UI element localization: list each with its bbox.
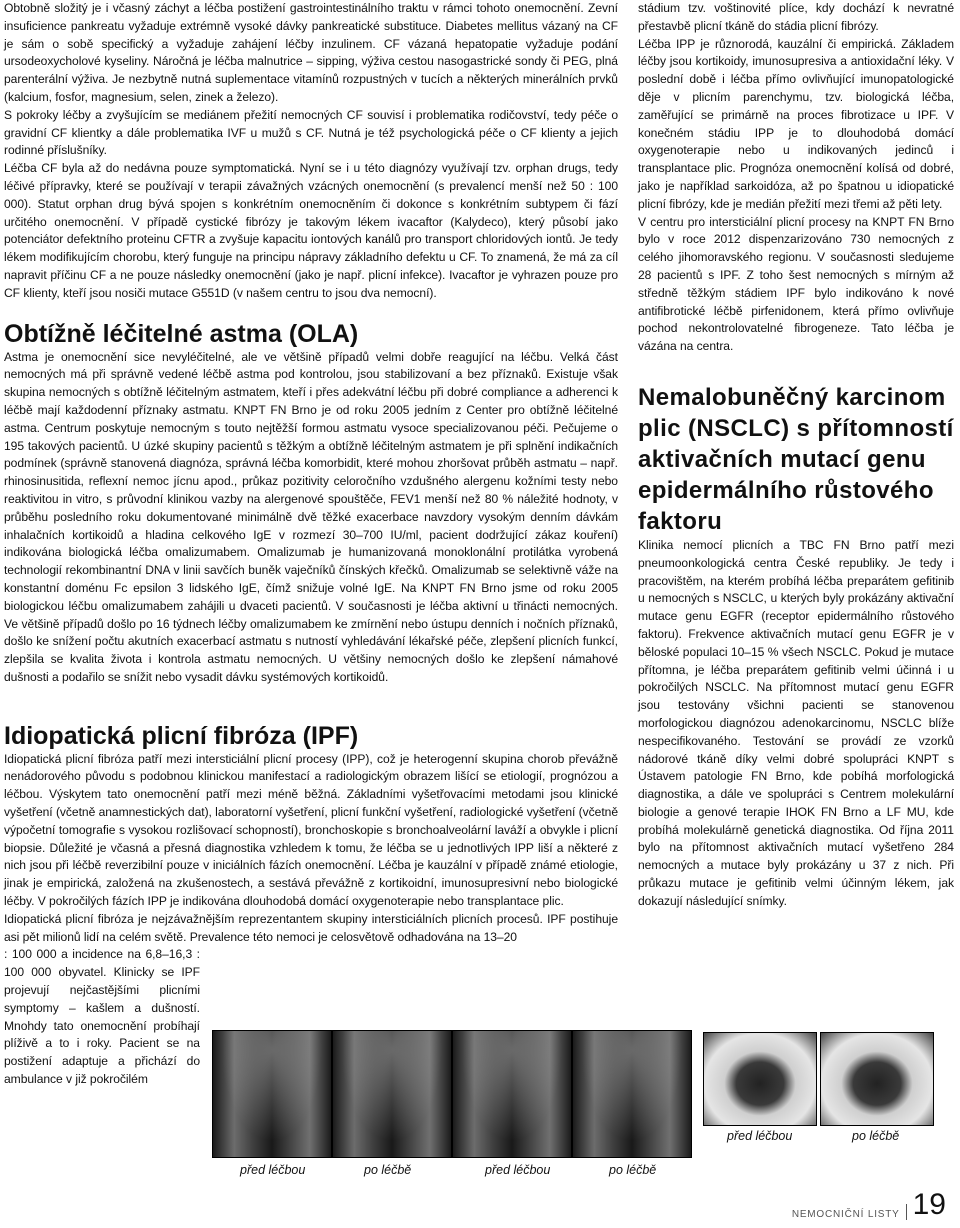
paragraph-cf-treatment: Léčba CF byla až do nedávna pouze symptomatická. Nyní se i u této diagnózy využívají tzv. orphan drugs, tedy léčivé přípravky, které se používají v terapii závažných vzácných onemocnění (s prevalencí menší než 50 : 100 000). Statut orphan drug bývá spojen s konkrétním onemocněním či dokonce s konkrétním subtypem či fází určitého onemocnění. V případě cystické fibrózy je takovým lékem ivacaftor (Kalydeco), který působí jako potenciátor defektního proteinu CFTR a zvyšuje kapacitu iontových kanálů pro transport chloridových iontů. Je tedy lékem modifikujícím chorobu, který funguje na principu nápravy základního defektu u CF. To znamená, že má za cíl napravit příčinu CF a ne pouze následky onemocnění (jako je např. plicní infekce). Ivacaftor je vyhrazen pouze pro CF klienty, kteří jsou nosiči mutace G551D (v našem centru to jsou dva nemocní). [4,161,618,300]
paragraph-ipp-treatment: Léčba IPP je různorodá, kauzální či empirická. Základem léčby jsou kortikoidy, imunosupresiva a antioxidační léky. V poslední době i léčba přímo ovlivňující imunopatologické děje v plicním parenchymu, tzv. biologická léčba, zaměřující se primárně na proces fibrotizace u IPF. V konečném stádiu IPP je to dlouhodobá domácí oxygenoterapie nebo u indikovaných jedinců i transplantace plic. Prognóza onemocnění kolísá od dobré, jako je například sarkoidóza, až po špatnou u idiopatické plicní fibrózy, kde je medián přežití mezi třemi až pěti lety. [638,36,954,211]
journal-name: NEMOCNIČNÍ LISTY [791,1209,900,1220]
xray1-after-caption: po léčbě [364,1163,412,1177]
paragraph-cf-parenthood: S pokroky léčby a zvyšujícím se mediánem přežití nemocných CF souvisí i problematika rodičovství, tedy péče o gravidní CF klientky a dále problematika IVF u mužů s CF. Nutná je též psychologická péče o CF klienty a jejich rodinné příslušníky. [4,107,618,158]
left-column [4,0,618,1089]
page-footer [792,1190,946,1220]
paragraph-ipf-stage: stádium tzv. voštinovité plíce, kdy dochází k nevratné přestavbě plicní tkáně do stádia plicní fibrózy. [638,1,954,33]
xray-before-image-2 [452,1030,572,1158]
paragraph-ipp-center: V centru pro intersticiální plicní procesy na KNPT FN Brno bylo v roce 2012 dispenzarizováno 730 nemocných z celého jihomoravského regionu. V současnosti sledujeme 28 pacientů s IPF. Z toho šest nemocných s mírným až středně těžkým stádiem IPF bylo indikováno k nové antifibrotické léčbě pirfenidonem, která přímo ovlivňuje pochod nekontrolovatelné fibrogeneze. Tato léčba je vázána na centra. [638,214,954,354]
heading-ipf: Idiopatická plicní fibróza (IPF) [4,721,359,750]
paragraph-ipf-3: : 100 000 a incidence na 6,8–16,3 : 100 000 obyvatel. Klinicky se IPF projevují nejčastějšími plicními symptomy – kašlem a dušností. Mnohdy tato onemocnění probíhají plíživě a to i roky. Pacient se na postižení adaptuje a přichází do ambulance v již pokročilém [4,947,200,1087]
right-column [638,0,954,911]
xray2-after-caption: po léčbě [609,1163,657,1177]
ct-scan-after-image [820,1032,934,1126]
heading-ola: Obtížně léčitelné astma (OLA) [4,319,359,348]
ct-before-caption: před léčbou [727,1129,793,1143]
xray-before-image-1 [212,1030,332,1158]
xray2-before-caption: před léčbou [485,1163,551,1177]
ct-after-caption: po léčbě [852,1129,900,1143]
xray-after-image-1 [332,1030,452,1158]
paragraph-ipf-1: Idiopatická plicní fibróza patří mezi intersticiální plicní procesy (IPP), což je heterogenní skupina chorob převážně nenádorového původu s podobnou klinickou manifestací a radiologickým obrazem lišící se etiologií, prognózou a léčbou. Výskytem tato onemocnění patří mezi méně běžná. Základními vyšetřovacími metodami jsou klinické vyšetření (včetně anamnestických dat), laboratorní vyšetření, plicní funkční vyšetření, radiologické vyšetření (včetně výpočetní tomografie s vysokou rozlišovací schopností), bronchoskopie s bronchoalveolární laváží a obvykle i plicní biopsie. Důležité je včasná a přesná diagnostika vzhledem k tomu, že léčba se u jednotlivých IPP liší a některé z nich jsou při léčbě reverzibilní pouze v iniciálních fázích onemocnění. Léčba je kauzální v případě známé etiologie, jinak je empirická, založená na zkušenostech, a sestává převážně z kortikoidní, imunosupresivní nebo biologické léčby. V pokročilých fázích IPP je indikována dlouhodobá domácí oxygenoterapie nebo transplantace plic. [4,751,618,909]
xray-after-image-2 [572,1030,692,1158]
paragraph-nsclc: Klinika nemocí plicních a TBC FN Brno patří mezi pneumoonkologická centra České republiky. Je tedy i pracovištěm, na kterém probíhá léčba preparátem gefitinib u nemocných s NSCLC, u kterých byly prokázány aktivační mutace genu EGFR (receptor epidermálního růstového faktoru). Frekvence aktivačních mutací genu EGFR je v běloské populaci 10–15 % všech NSCLC. Pokud je mutace přítomna, je léčba preparátem gefitinib velmi účinná i u pokročilých NSCLC. Na přítomnost mutací genu EGFR jsou testovány všichni pacienti se stanovenou morfologickou diagnózou adenokarcinomu, NSCLC blíže nespecifikovaného. Testování se provádí ze vzorků nádorové tkáně díky velmi dobré spolupráci KNPT s Ústavem patologie FN Brno, kde pobíhá morfologická diagnostika, a dále ve spolupráci s Centrem molekulární biologie a genové terapie IHOK FN Brno a LF MU, kde probíhá molekulárně genetická diagnostika. Od října 2011 bylo na přítomnost aktivačních mutací vyšetřeno 284 nemocných a mutace byly prokázány u 37 z nich. Při průkazu mutace je gefitinib velmi účinným lékem, jak dokazují následující snímky. [638,537,954,908]
xray1-before-caption: před léčbou [240,1163,306,1177]
footer-divider [906,1204,907,1220]
page-number: 19 [912,1188,946,1221]
paragraph-ola: Astma je onemocnění sice nevyléčitelné, ale ve většině případů velmi dobře reagující na léčbu. Velká část nemocných má při správně vedené léčbě astma pod kontrolou, jsou stabilizovaní a bez příznaků. Existuje však skupina nemocných s obtížně léčitelným astmatem, kteří i přes adekvátní léčbu při dobré compliance a adherenci k léčbě mají každodenní příznaky astmatu. KNPT FN Brno je od roku 2005 jedním z Center pro obtížně léčitelné astma. Centrum poskytuje nemocným s touto nejtěžší formou astmatu vysoce specializovanou péči. Pečujeme o 195 takových pacientů. U úzké skupiny pacientů s těžkým a obtížně léčitelným astmatem je při splnění indikačních podmínek (správně stanovená diagnóza, správná léčba komorbidit, které mohou zhoršovat průběh astmatu – např. rhinosinusitida, reflexní nemoc jícnu apod., průkaz pozitivity celoročního vzdušného alergenu kožními testy nebo reaktivitou in vitro, s průvodní klinikou vazby na alergenové spouštěče, FEV1 menší než 80 % náležité hodnoty, v průběhu posledního roku dokumentované minimálně dvě těžké exacerbace navzdory vysokým denním dávkám inhalačních kortikoidů a hladina celkového IgE v rozmezí 30–700 IU/ml, pacient dodržující zákaz kouření) indikována biologická léčba omalizumabem. Omalizumab je humanizovaná monoklonální protilátka vyrobená technologií rekombinantní DNA v linii savčích buněk vaječníků čínských křečků. Omalizumab se selektivně váže na konstantní doménu Fc epsilon 3 lidského IgE, čímž snižuje volné IgE. Na KNPT FN Brno jsme od roku 2005 biologickou léčbu omalizumabem zahájili u dvaceti pacientů. V současnosti je léčba aktivní u třinácti nemocných. Ve většině případů došlo po 16 týdnech léčby omalizumabem ke zmírnění nebo ústupu denních i nočních příznaků, došlo ke snížení počtu akutních exacerbací astmatu s nutností vyhledávání lékařské péče, zlepšení plicních funkcí, zlepšila se kvalita života i kontrola astmatu nemocných. U většiny nemocných došlo ke zlepšení námahové dušnosti a podařilo se snížit nebo vysadit dávku systémových kortikoidů. [4,349,618,684]
paragraph-cf-gastro: Obtobně složitý je i včasný záchyt a léčba postižení gastrointestinálního traktu v rámci tohoto onemocnění. Zevní insuficience pankreatu vyžaduje extrémně vysoké dávky pankreatické substituce. Diabetes mellitus vázaný na CF je sám o sobě specifický a vyžaduje zahájení léčby inzulinem. CF vázaná hepatopatie vyžaduje podání ursodeoxycholové kyseliny. Náročná je léčba malnutrice – sipping, výživa cestou nasogastrické sondy či PEG, plná parenterální výživa. Je nezbytně nutná suplementace vitamínů rozpustných v tucích a některých minerálních prvků (kalcium, fosfor, magnesium, selen, zinek a železo). [4,1,618,104]
heading-nsclc: Nemalobuněčný karcinom plic (NSCLC) s přítomností aktivačních mutací genu epidermálního růstového faktoru [638,383,954,535]
paragraph-ipf-2: Idiopatická plicní fibróza je nejzávažnějším reprezentantem skupiny intersticiálních plicních procesů. IPF postihuje asi pět milionů lidí na celém světě. Prevalence této nemoci je celosvětově odhadována na 13–20 [4,911,618,944]
ct-scan-before-image [703,1032,817,1126]
